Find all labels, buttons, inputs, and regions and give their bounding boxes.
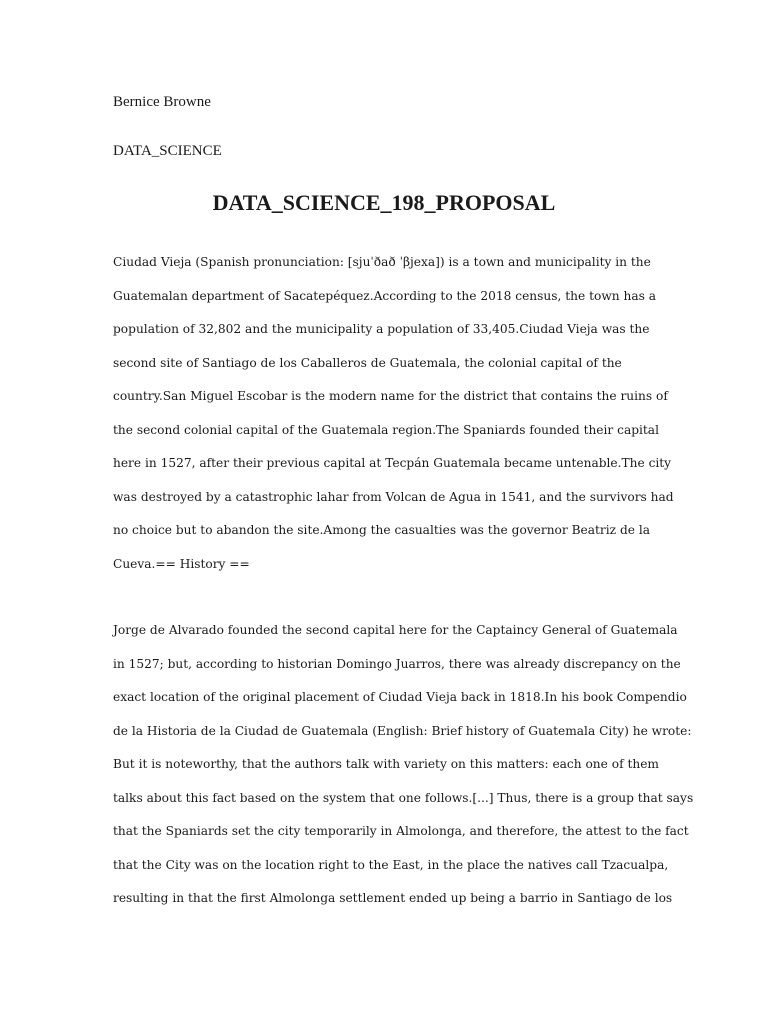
paragraph-line: Cueva.== History ==	[113, 556, 250, 571]
paragraph-line: Jorge de Alvarado founded the second capital here for the Captaincy General of Guatemala	[113, 623, 678, 637]
course-name: DATA_SCIENCE	[113, 143, 222, 159]
paragraph-line: Guatemalan department of Sacatepéquez.According to the 2018 census, the town has a	[113, 288, 656, 303]
paragraph-line: resulting in that the first Almolonga settlement ended up being a barrio in Santiago de los	[113, 891, 673, 905]
paragraph-line: de la Historia de la Ciudad de Guatemala (English: Brief history of Guatemala City) he wrote:	[113, 723, 692, 738]
author-name: Bernice Browne	[113, 94, 211, 110]
paragraph-line: the second colonial capital of the Guatemala region.The Spaniards founded their capital	[113, 422, 659, 437]
paragraph-line: second site of Santiago de los Caballeros de Guatemala, the colonial capital of the	[113, 355, 622, 370]
paragraph-line: no choice but to abandon the site.Among the casualties was the governor Beatriz de la	[113, 523, 650, 537]
paragraph-line: country.San Miguel Escobar is the modern name for the district that contains the ruins of	[113, 389, 668, 403]
document-title: DATA_SCIENCE_198_PROPOSAL	[212, 190, 556, 215]
paragraph-line: But it is noteworthy, that the authors talk with variety on this matters: each one of them	[113, 757, 659, 771]
paragraph-line: exact location of the original placement of Ciudad Vieja back in 1818.In his book Compendio	[113, 690, 687, 704]
paragraph-history	[113, 621, 694, 923]
paragraph-line: Ciudad Vieja (Spanish pronunciation: [sjuˈðað ˈβjexa]) is a town and municipality in the	[113, 255, 651, 269]
paragraph-line: talks about this fact based on the system that one follows.[...] Thus, there is a group that says	[113, 790, 694, 805]
paragraph-line: that the City was on the location right to the East, in the place the natives call Tzacualpa,	[113, 857, 669, 872]
paragraph-line: that the Spaniards set the city temporarily in Almolonga, and therefore, the attest to the fact	[113, 824, 689, 838]
paragraph-line: was destroyed by a catastrophic lahar from Volcan de Agua in 1541, and the survivors had	[113, 489, 674, 504]
paragraph-line: here in 1527, after their previous capital at Tecpán Guatemala became untenable.The city	[113, 456, 672, 470]
paragraph-ciudad-vieja	[113, 253, 673, 588]
paragraph-line: in 1527; but, according to historian Domingo Juarros, there was already discrepancy on the	[113, 656, 681, 671]
paragraph-line: population of 32,802 and the municipality a population of 33,405.Ciudad Vieja was the	[113, 322, 650, 336]
